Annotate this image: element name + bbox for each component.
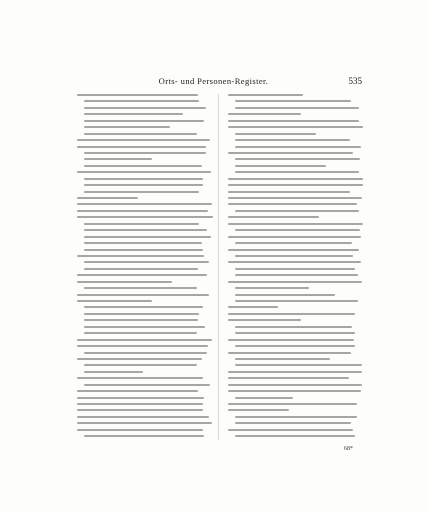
index-entry-line (77, 422, 212, 424)
index-entry-line (84, 249, 203, 251)
index-entry-line (84, 120, 204, 122)
index-entry-line (235, 287, 309, 289)
index-entry-line (228, 120, 359, 122)
index-entry-line (84, 319, 198, 321)
index-entry-line (235, 158, 360, 160)
index-entry-line (228, 197, 362, 199)
index-entry-line (77, 300, 152, 302)
index-entry-line (84, 178, 203, 180)
index-entry-line (228, 352, 351, 354)
index-entry-line (77, 255, 204, 257)
index-entry-line (235, 229, 360, 231)
index-entry-line (77, 281, 172, 283)
index-entry-line (228, 191, 350, 193)
index-entry-line (77, 197, 138, 199)
index-entry-line (84, 158, 152, 160)
page-number: 535 (348, 76, 362, 86)
index-entry-line (228, 249, 359, 251)
index-entry-line (77, 274, 207, 276)
index-entry-line (84, 306, 203, 308)
index-entry-line (228, 216, 319, 218)
index-entry-line (235, 435, 355, 437)
running-head (0, 76, 427, 88)
index-entry-line (84, 184, 203, 186)
index-entry-line (228, 113, 301, 115)
index-entry-line (84, 223, 199, 225)
index-entry-line (77, 403, 203, 405)
index-entry-line (235, 358, 330, 360)
signature-mark: 68* (344, 446, 353, 452)
index-entry-line (228, 281, 362, 283)
index-entry-line (228, 126, 363, 128)
index-entry-line (84, 352, 207, 354)
index-entry-line (228, 390, 361, 392)
index-entry-line (228, 223, 363, 225)
index-entry-line (77, 146, 206, 148)
index-entry-line (84, 107, 206, 109)
index-entry-line (235, 294, 335, 296)
index-entry-line (84, 313, 199, 315)
index-entry-line (77, 358, 202, 360)
index-entry-line (235, 146, 361, 148)
index-entry-line (77, 294, 209, 296)
index-entry-line (77, 203, 212, 205)
index-entry-line (228, 429, 353, 431)
index-entry-line (77, 94, 198, 96)
index-entry-line (228, 203, 357, 205)
index-entry-line (228, 178, 363, 180)
index-entry-line (228, 184, 363, 186)
index-entry-line (235, 422, 351, 424)
index-entry-line (235, 332, 355, 334)
index-entry-line (235, 364, 362, 366)
index-entry-line (235, 100, 351, 102)
index-entry-line (235, 139, 350, 141)
index-entry-line (228, 306, 278, 308)
index-entry-line (84, 384, 210, 386)
index-entry-line (77, 397, 204, 399)
index-entry-line (235, 326, 352, 328)
index-column-left (77, 92, 213, 444)
index-entry-line (228, 403, 357, 405)
index-entry-line (77, 210, 208, 212)
index-entry-line (84, 100, 199, 102)
index-entry-line (84, 113, 183, 115)
index-entry-line (235, 345, 355, 347)
index-entry-line (84, 165, 202, 167)
index-entry-line (77, 409, 203, 411)
index-entry-line (235, 107, 359, 109)
index-column-right (228, 92, 364, 444)
index-entry-line (77, 390, 198, 392)
index-entry-line (228, 236, 361, 238)
index-entry-line (235, 165, 326, 167)
index-entry-line (84, 133, 197, 135)
index-entry-line (84, 371, 143, 373)
index-entry-line (228, 371, 362, 373)
index-entry-line (84, 191, 199, 193)
index-entry-line (235, 416, 357, 418)
index-entry-line (77, 416, 209, 418)
column-divider (218, 94, 219, 440)
index-entry-line (235, 133, 316, 135)
index-entry-line (235, 255, 353, 257)
index-entry-line (84, 287, 197, 289)
index-entry-line (84, 152, 206, 154)
index-entry-line (228, 94, 303, 96)
index-entry-line (228, 339, 354, 341)
index-entry-line (228, 313, 355, 315)
index-entry-line (228, 319, 301, 321)
index-entry-line (77, 171, 211, 173)
index-entry-line (84, 229, 207, 231)
index-entry-line (235, 242, 352, 244)
index-entry-line (84, 326, 205, 328)
index-entry-line (235, 274, 358, 276)
index-entry-line (228, 261, 361, 263)
index-entry-line (228, 409, 289, 411)
index-entry-line (84, 236, 211, 238)
index-entry-line (77, 377, 203, 379)
index-entry-line (84, 435, 204, 437)
index-entry-line (235, 268, 355, 270)
index-entry-line (228, 377, 349, 379)
index-entry-line (77, 345, 208, 347)
index-entry-line (84, 261, 209, 263)
index-entry-line (77, 429, 203, 431)
index-entry-line (235, 300, 358, 302)
index-entry-line (235, 397, 293, 399)
index-entry-line (84, 268, 198, 270)
index-entry-line (235, 171, 359, 173)
index-entry-line (77, 216, 213, 218)
index-entry-line (228, 384, 362, 386)
index-entry-line (77, 339, 212, 341)
index-entry-line (84, 242, 202, 244)
running-title: Orts- und Personen-Register. (158, 76, 269, 86)
index-entry-line (84, 364, 197, 366)
index-entry-line (84, 126, 170, 128)
index-entry-line (235, 210, 359, 212)
index-entry-line (77, 139, 210, 141)
index-entry-line (228, 152, 353, 154)
index-entry-line (84, 332, 197, 334)
